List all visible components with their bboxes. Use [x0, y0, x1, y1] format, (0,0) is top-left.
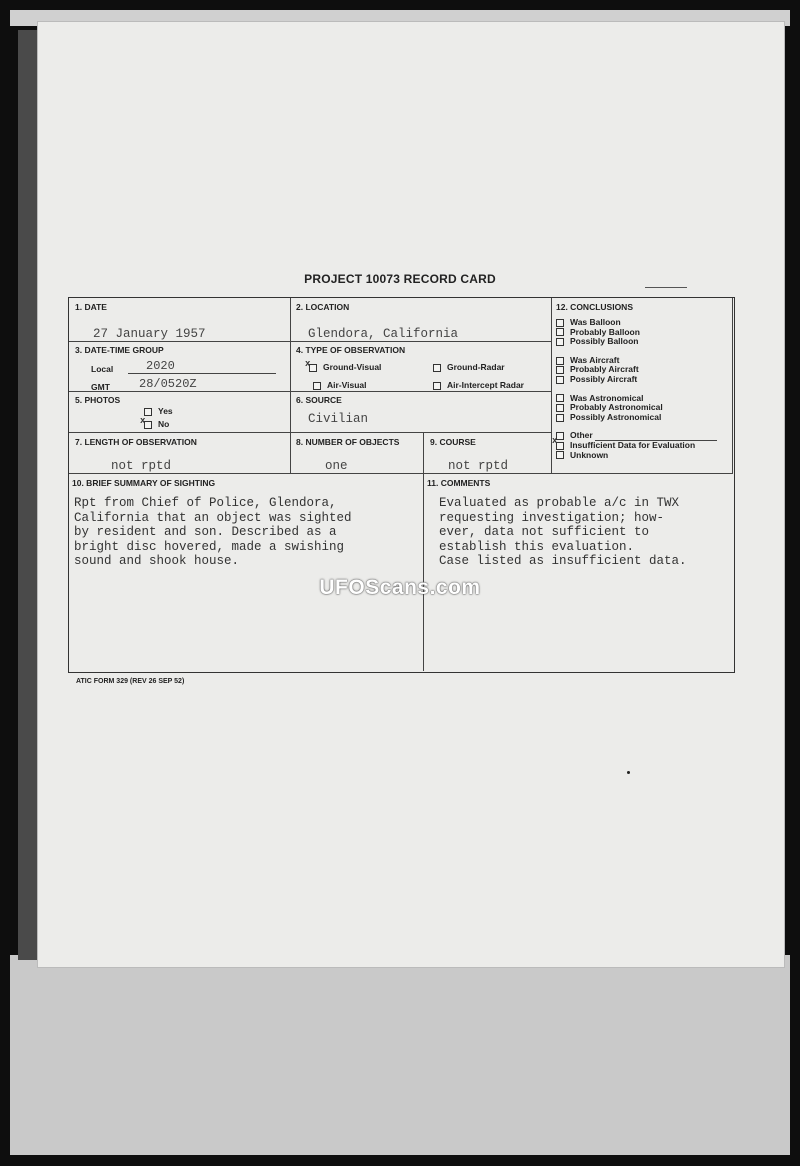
summary-cell: [69, 474, 424, 671]
conclusion-checkbox: [556, 357, 564, 365]
number-of-objects-cell: [291, 433, 424, 474]
course-cell: [424, 433, 552, 474]
location-value: Glendora, California: [308, 327, 459, 341]
summary-line: Rpt from Chief of Police, Glendora,: [74, 496, 337, 510]
pen-mark: [645, 287, 687, 288]
local-underline: [128, 373, 276, 374]
type-of-observation-label: 4. TYPE OF OBSERVATION: [296, 345, 406, 355]
number-of-objects-value: one: [325, 459, 348, 473]
type-of-observation-cell: [291, 342, 552, 392]
conclusion-item: Unknown: [556, 451, 717, 461]
page-shadow: [18, 30, 40, 960]
ground-visual-option: xGround-Visual: [309, 362, 381, 372]
summary-line: bright disc hovered, made a swishing: [74, 539, 345, 554]
conclusion-item: Was Astronomical: [556, 394, 717, 404]
comments-line: requesting investigation; how-: [439, 510, 665, 525]
conclusion-item: Probably Aircraft: [556, 365, 717, 375]
source-cell: [291, 392, 552, 433]
conclusion-item-other: Other: [556, 431, 717, 441]
insufficient-data-checkbox: [556, 442, 564, 450]
conclusions-list: [556, 318, 717, 460]
conclusion-checkbox: [556, 394, 564, 402]
length-of-observation-value: not rptd: [111, 459, 172, 473]
conclusion-checkbox: [556, 366, 564, 374]
air-intercept-radar-option: Air-Intercept Radar: [433, 380, 524, 390]
conclusion-item-insufficient-data: xInsufficient Data for Evaluation: [556, 441, 717, 451]
conclusion-item: Possibly Astronomical: [556, 413, 717, 423]
photos-label: 5. PHOTOS: [75, 395, 121, 405]
summary-line: by resident and son. Described as a: [74, 525, 337, 539]
conclusion-checkbox: [556, 451, 564, 459]
local-value: 2020: [146, 359, 175, 373]
source-value: Civilian: [308, 412, 369, 426]
photos-yes-option: Yes: [144, 406, 173, 416]
comments-line: Case listed as insufficient data.: [439, 554, 687, 568]
photos-yes-checkbox: [144, 408, 152, 416]
conclusion-item: Probably Astronomical: [556, 403, 717, 413]
summary-label: 10. BRIEF SUMMARY OF SIGHTING: [72, 478, 216, 488]
gmt-value: 28/0520Z: [139, 377, 197, 391]
watermark: UFOScans.com: [319, 576, 481, 599]
course-label: 9. COURSE: [430, 437, 476, 447]
comments-line: Evaluated as probable a/c in TWX: [439, 496, 680, 510]
source-label: 6. SOURCE: [296, 395, 342, 405]
card-title: PROJECT 10073 RECORD CARD: [304, 272, 496, 286]
conclusion-checkbox: [556, 319, 564, 327]
scan-background: [10, 955, 790, 1155]
local-label: Local: [91, 364, 114, 374]
air-visual-option: Air-Visual: [313, 380, 367, 390]
air-intercept-radar-checkbox: [433, 382, 441, 390]
date-time-group-label: 3. DATE-TIME GROUP: [75, 345, 164, 355]
comments-line: establish this evaluation.: [439, 539, 635, 554]
ground-visual-checkbox: [309, 364, 317, 372]
conclusion-item: Possibly Balloon: [556, 337, 717, 347]
conclusion-checkbox: [556, 404, 564, 412]
photos-cell: [69, 392, 291, 433]
comments-line: ever, data not sufficient to: [439, 525, 650, 539]
comments-text: [439, 496, 687, 569]
conclusion-checkbox: [556, 328, 564, 336]
comments-cell: [424, 474, 733, 671]
date-label: 1. DATE: [75, 302, 107, 312]
conclusion-item: Was Aircraft: [556, 356, 717, 366]
location-label: 2. LOCATION: [296, 302, 350, 312]
summary-line: sound and shook house.: [74, 554, 240, 568]
location-cell: [291, 298, 552, 342]
photos-no-checkbox: [144, 421, 152, 429]
date-cell: [69, 298, 291, 342]
conclusion-item: Was Balloon: [556, 318, 717, 328]
conclusion-checkbox: [556, 338, 564, 346]
conclusions-label: 12. CONCLUSIONS: [556, 302, 633, 312]
comments-label: 11. COMMENTS: [427, 478, 491, 488]
summary-line: California that an object was sighted: [74, 510, 352, 525]
conclusion-checkbox: [556, 414, 564, 422]
conclusion-item: Possibly Aircraft: [556, 375, 717, 385]
date-value: 27 January 1957: [93, 327, 206, 341]
summary-text: [74, 496, 352, 569]
length-of-observation-label: 7. LENGTH OF OBSERVATION: [75, 437, 197, 447]
gmt-label: GMT: [91, 382, 110, 392]
length-of-observation-cell: [69, 433, 291, 474]
date-time-group-cell: [69, 342, 291, 392]
ground-radar-option: Ground-Radar: [433, 362, 505, 372]
course-value: not rptd: [448, 459, 509, 473]
photos-no-option: xNo: [144, 419, 169, 429]
ground-radar-checkbox: [433, 364, 441, 372]
speck: [627, 771, 630, 774]
number-of-objects-label: 8. NUMBER OF OBJECTS: [296, 437, 400, 447]
form-id: ATIC FORM 329 (REV 26 SEP 52): [76, 678, 185, 685]
air-visual-checkbox: [313, 382, 321, 390]
conclusion-item: Probably Balloon: [556, 328, 717, 338]
conclusion-checkbox: [556, 376, 564, 384]
